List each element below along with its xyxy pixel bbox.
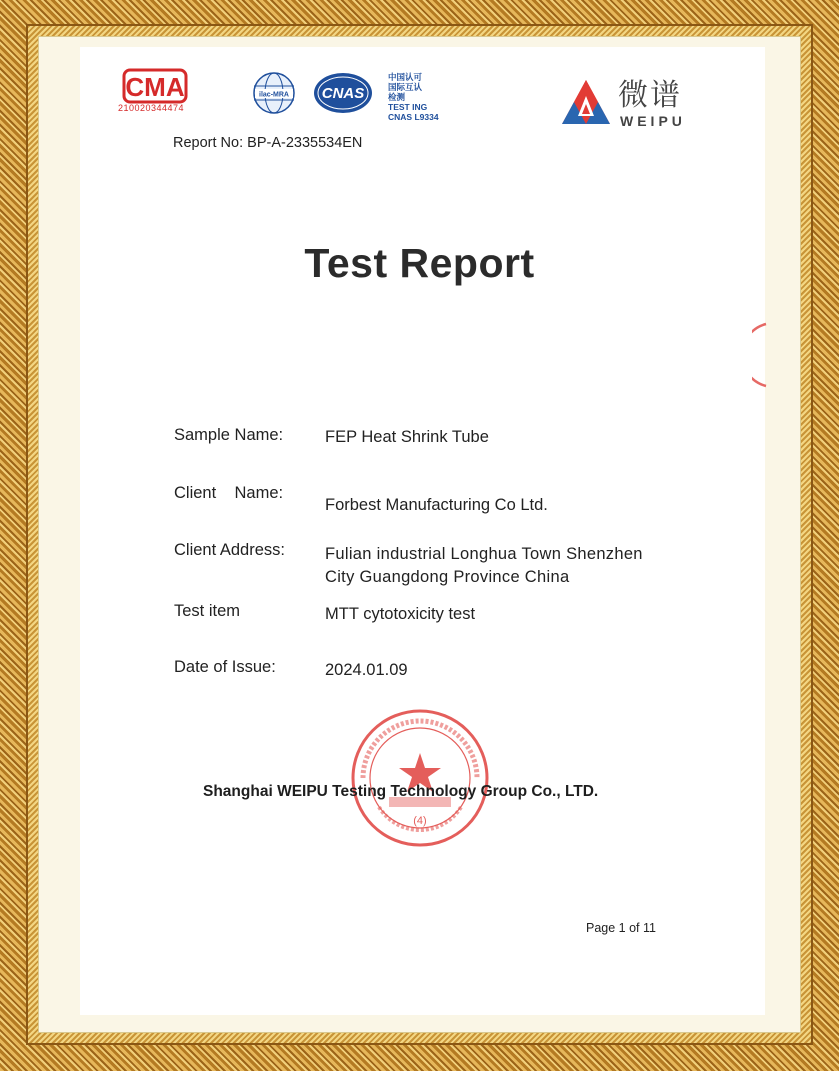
sample-name-label: Sample Name: bbox=[174, 426, 284, 444]
date-of-issue-value: 2024.01.09 bbox=[325, 661, 408, 679]
client-address-label: Client Address: bbox=[174, 541, 285, 559]
sample-name-value: FEP Heat Shrink Tube bbox=[325, 428, 489, 446]
client-address-line2: City Guangdong Province China bbox=[325, 568, 570, 586]
edge-seal-fragment bbox=[752, 322, 768, 388]
cnas-line: 国际互认 bbox=[388, 82, 423, 92]
report-number: Report No: BP-A-2335534EN bbox=[173, 135, 363, 151]
cnas-line: CNAS L9334 bbox=[388, 112, 439, 122]
client-address-line1: Fulian industrial Longhua Town Shenzhen bbox=[325, 545, 643, 563]
test-item-value: MTT cytotoxicity test bbox=[325, 605, 476, 623]
cma-number: 210020344474 bbox=[118, 103, 185, 113]
cnas-line: TEST ING bbox=[388, 102, 428, 112]
client-address-value bbox=[325, 543, 643, 589]
page-number: Page 1 of 11 bbox=[586, 921, 656, 935]
date-of-issue-label: Date of Issue: bbox=[174, 658, 276, 676]
certificate-paper bbox=[80, 47, 765, 1015]
ilac-globe-icon bbox=[251, 70, 297, 116]
client-name-value: Forbest Manufacturing Co Ltd. bbox=[325, 496, 548, 514]
ilac-logo-text: ilac-MRA bbox=[259, 91, 289, 99]
client-name-label: Client Name: bbox=[174, 484, 284, 502]
cnas-logo-icon bbox=[312, 70, 374, 116]
cnas-accreditation-text bbox=[388, 72, 439, 122]
weipu-logo-icon bbox=[560, 78, 612, 128]
cnas-line: 中国认可 bbox=[388, 72, 423, 82]
cnas-logo-text: CNAS bbox=[321, 85, 365, 102]
page-title: Test Report bbox=[304, 240, 535, 286]
test-item-label: Test item bbox=[174, 602, 241, 620]
official-seal-stamp bbox=[349, 707, 491, 849]
cma-logo-text: CMA bbox=[125, 72, 185, 102]
weipu-chinese-name: 微谱 bbox=[618, 78, 682, 113]
stamp-number: (4) bbox=[413, 815, 427, 827]
weipu-english-name: WEIPU bbox=[620, 113, 686, 129]
cnas-line: 检测 bbox=[388, 92, 406, 102]
company-name: Shanghai WEIPU Testing Technology Group Co., LTD. bbox=[203, 783, 599, 800]
